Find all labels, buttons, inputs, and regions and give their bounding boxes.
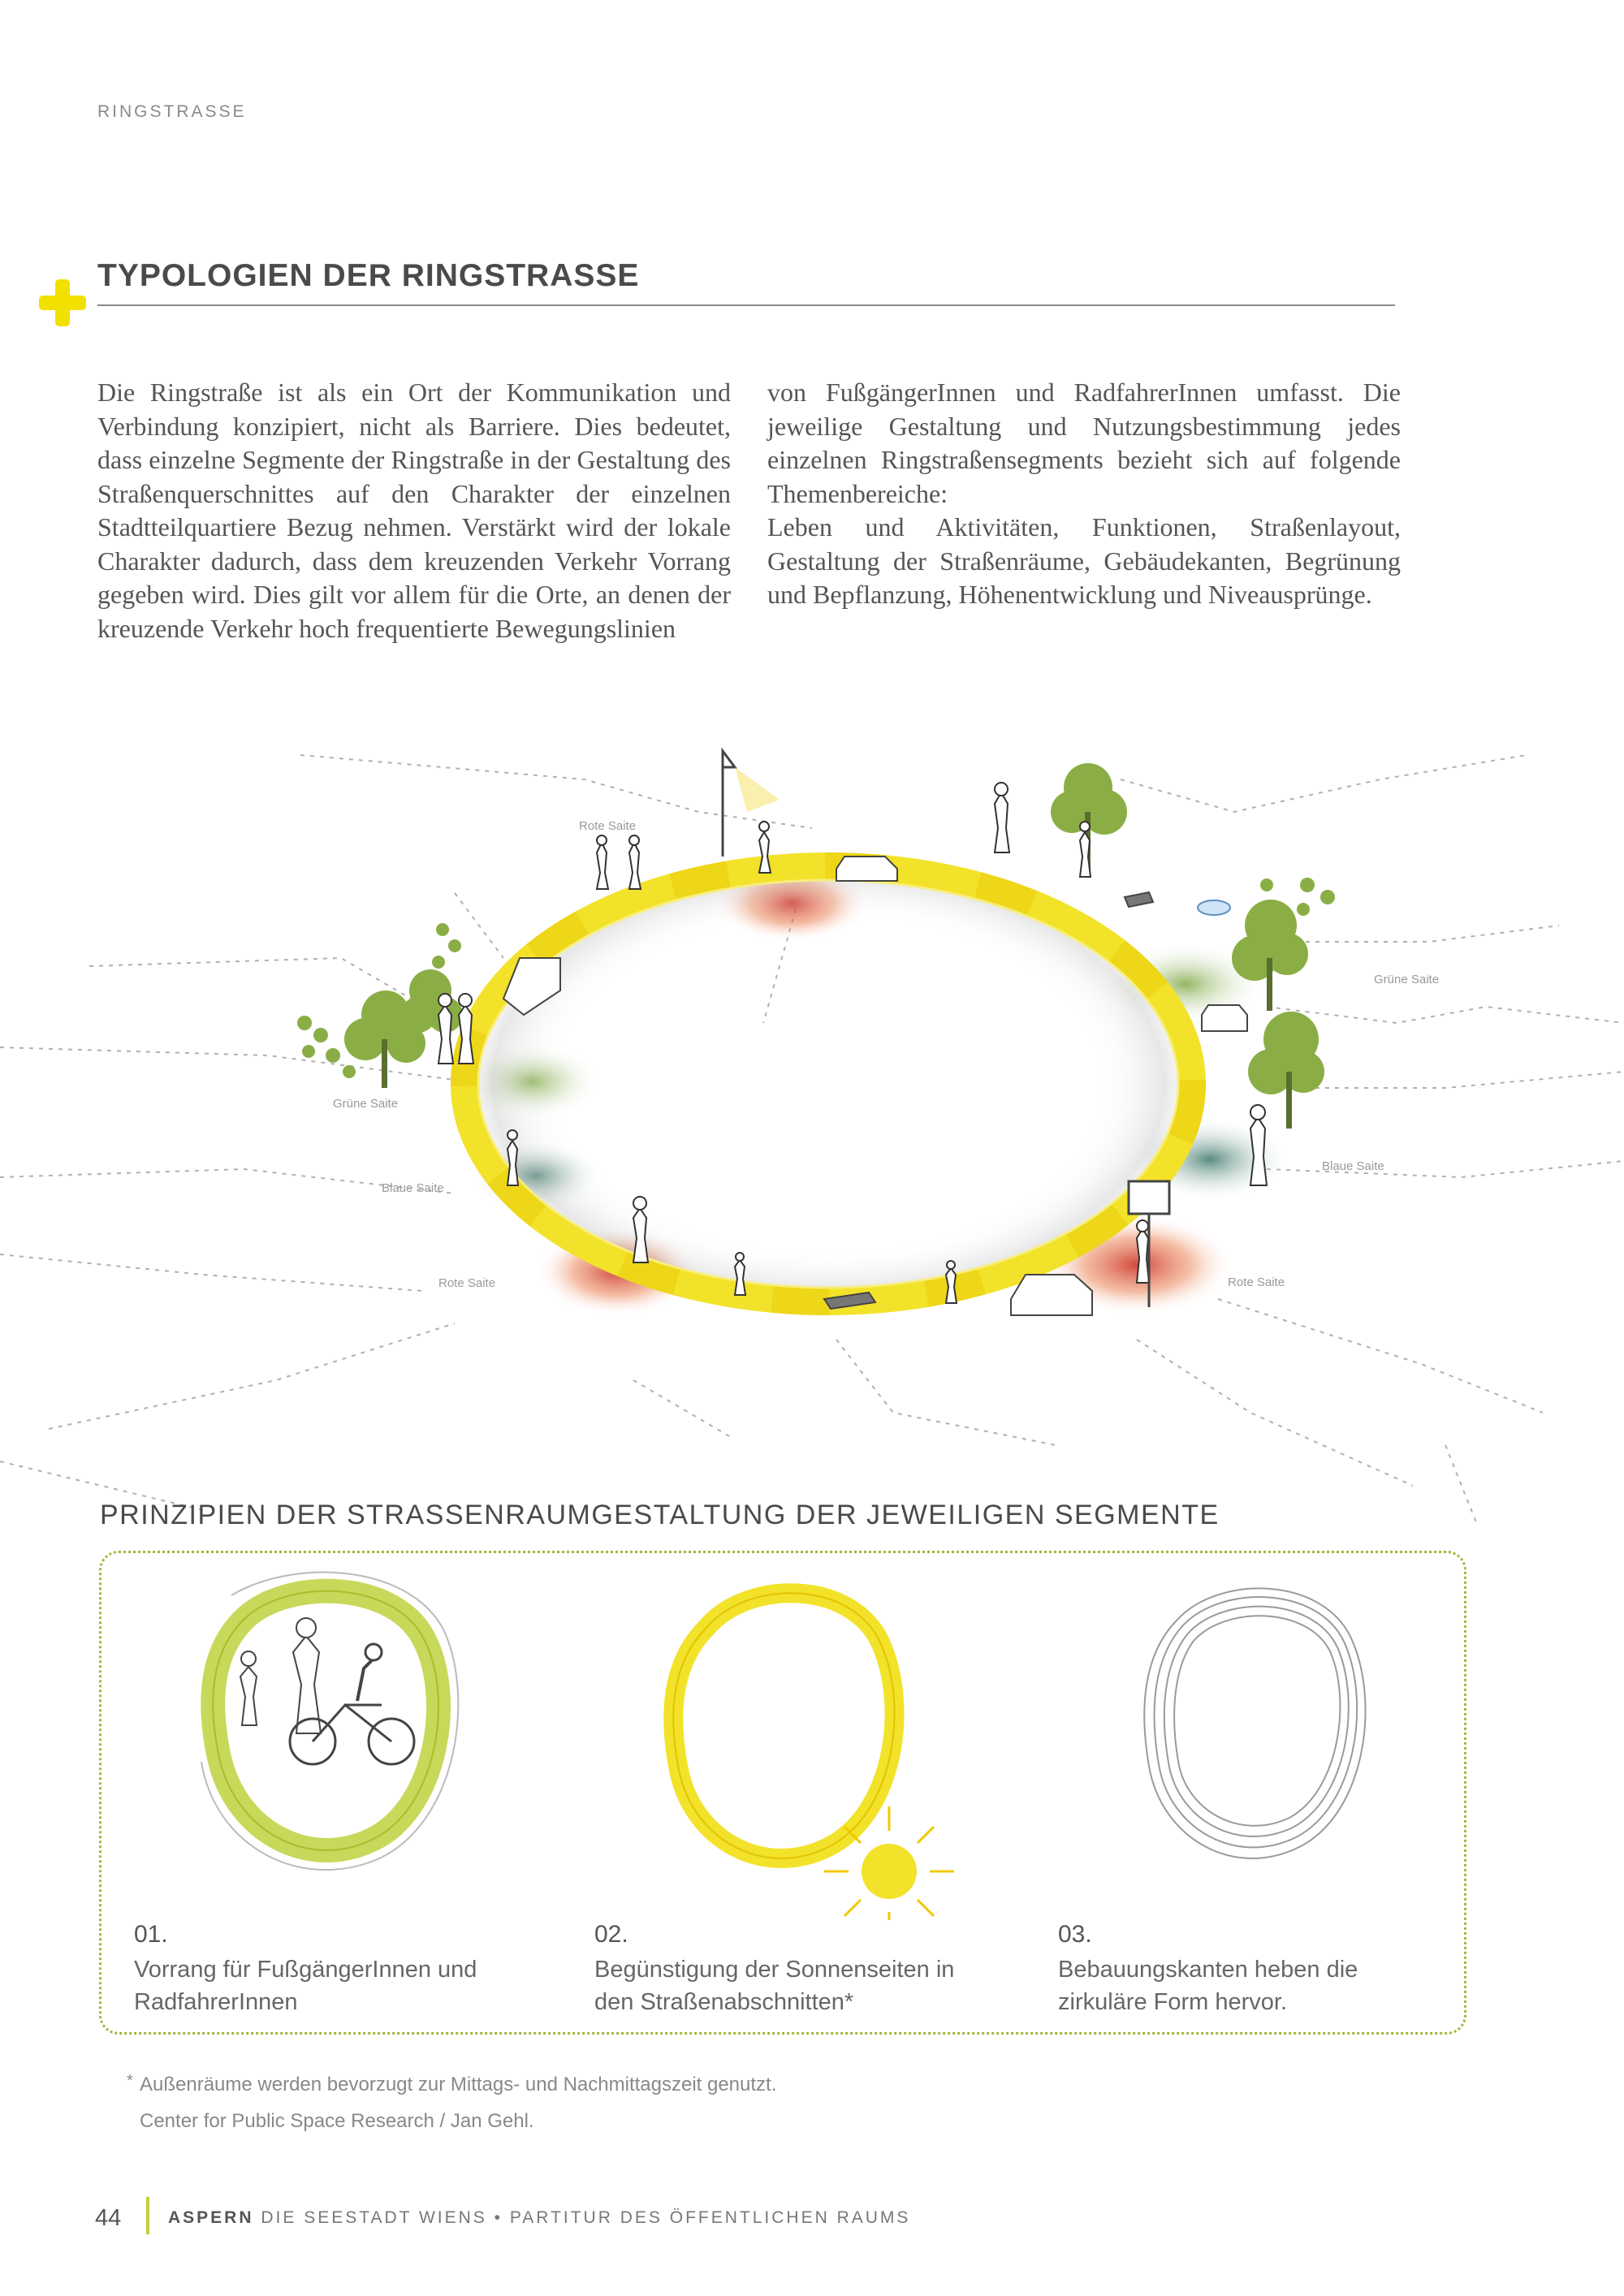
principle-03-diagram: [1112, 1563, 1421, 1888]
section-title: TYPOLOGIEN DER RINGSTRASSE: [97, 258, 640, 293]
label-rote-saite-top: Rote Saite: [579, 819, 637, 833]
running-header: RINGSTRASSE: [97, 102, 247, 121]
label-rote-saite-right: Rote Saite: [1228, 1275, 1285, 1289]
footnote-line1: Außenräume werden bevorzugt zur Mittags- und Nachmittagszeit genutzt.: [140, 2074, 777, 2095]
family-icon: [240, 1618, 321, 1733]
fountain-icon: [1198, 900, 1230, 915]
footer-divider: [146, 2197, 149, 2234]
footer-text: [168, 2208, 910, 2228]
principle-03-line2: zirkuläre Form hervor.: [1058, 1989, 1288, 2015]
principle-01-line2: RadfahrerInnen: [134, 1989, 298, 2015]
flag-icon: [723, 751, 735, 857]
ring-diagram: [0, 731, 1624, 1526]
sun-icon: [824, 1806, 954, 1920]
principle-02-number: 02.: [594, 1921, 628, 1948]
principle-02-diagram: [641, 1563, 966, 1920]
footer-brand: ASPERN: [168, 2208, 254, 2227]
label-rote-saite-left: Rote Saite: [438, 1276, 496, 1290]
body-text-left-column: [97, 376, 731, 645]
principle-01-line1: Vorrang für FußgängerInnen und: [134, 1957, 477, 1983]
principle-01-number: 01.: [134, 1921, 168, 1948]
principle-02-line2: den Straßenabschnitten*: [594, 1989, 854, 2015]
footnote-star: *: [127, 2072, 133, 2090]
principle-02-text: [594, 1953, 1017, 2018]
label-blaue-saite-left: Blaue Saite: [382, 1181, 444, 1195]
principle-01-text: [134, 1953, 556, 2018]
body-text-right-column: [767, 376, 1401, 612]
principle-03-line1: Bebauungskanten heben die: [1058, 1957, 1358, 1983]
footnote: [127, 2066, 777, 2139]
body-paragraph: von FußgängerInnen und RadfahrerInnen umfasst. Die jeweilige Gestaltung und Nutzungsbestimmung jedes einzelnen Ringstraßensegments bezieht sich auf folgende Themenbereiche:: [767, 378, 1401, 508]
plus-icon: [39, 279, 86, 326]
body-paragraph: Leben und Aktivitäten, Funktionen, Straßenlayout, Gestaltung der Straßenräume, Gebäudekanten, Begrünung und Bepflanzung, Höhenentwicklung und Niveausprünge.: [767, 512, 1401, 609]
body-paragraph: Die Ringstraße ist als ein Ort der Kommunikation und Verbindung konzipiert, nicht als Barriere. Dies bedeutet, dass einzelne Segmente der Ringstraße in der Gestaltung des Straßenquerschnittes auf den Charakter der einzelnen Stadtteilquartiere Bezug nehmen. Verstärkt wird der lokale Charakter dadurch, dass dem kreuzenden Verkehr Vorrang gegeben wird. Dies gilt vor allem für die Orte, an denen der kreuzende Verkehr hoch frequentierte Bewegungslinien: [97, 378, 731, 643]
label-blaue-saite-right: Blaue Saite: [1322, 1159, 1384, 1173]
principle-03-number: 03.: [1058, 1921, 1092, 1948]
principle-02-line1: Begünstigung der Sonnenseiten in: [594, 1957, 955, 1983]
principles-title: PRINZIPIEN DER STRASSENRAUMGESTALTUNG DER JEWEILIGEN SEGMENTE: [100, 1500, 1220, 1530]
page-number: 44: [95, 2205, 122, 2231]
label-gruene-saite-left: Grüne Saite: [333, 1097, 399, 1111]
footnote-line2: Center for Public Space Research / Jan Gehl.: [140, 2110, 534, 2132]
title-divider: [97, 304, 1395, 306]
footer-publication: DIE SEESTADT WIENS • PARTITUR DES ÖFFENTLICHEN RAUMS: [261, 2208, 911, 2227]
principle-03-text: [1058, 1953, 1480, 2018]
principle-01-diagram: [187, 1563, 495, 1888]
label-gruene-saite-right: Grüne Saite: [1374, 973, 1440, 986]
